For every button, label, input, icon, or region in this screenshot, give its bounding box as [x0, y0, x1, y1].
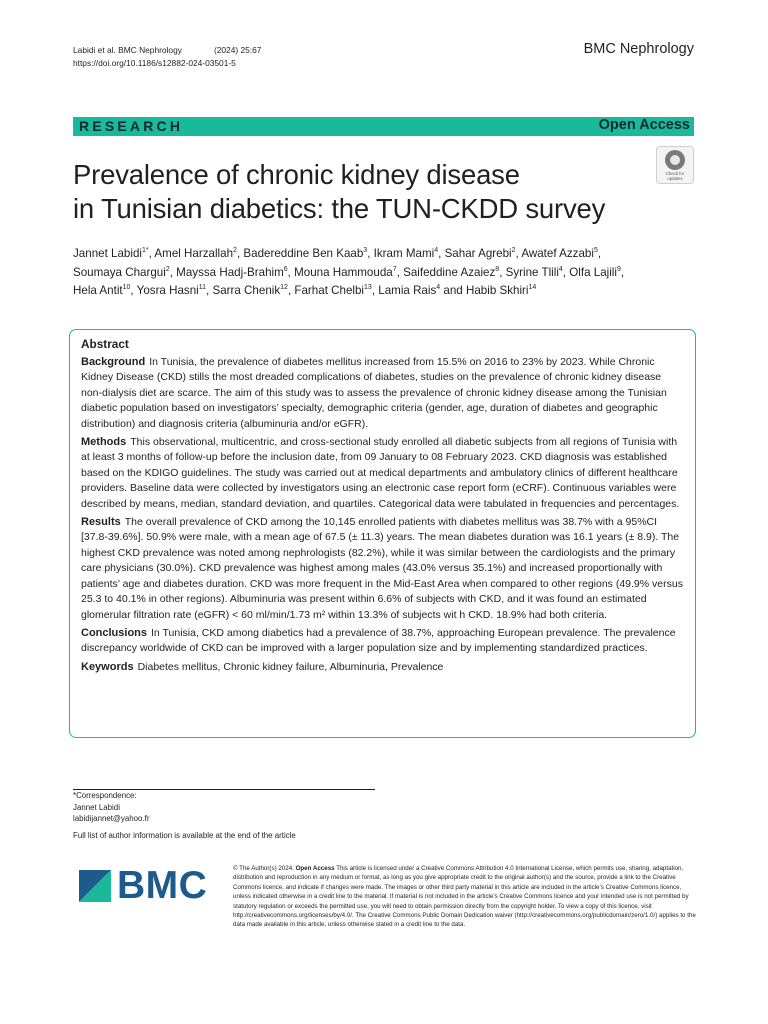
author-name[interactable]: Sahar Agrebi [444, 247, 512, 260]
author-name[interactable]: Badereddine Ben Kaab [243, 247, 364, 260]
abstract-methods [81, 435, 685, 512]
running-header [73, 44, 261, 69]
author-affiliation-marker: 14 [528, 284, 537, 292]
author-affiliation-marker: 2 [233, 247, 237, 254]
author-name[interactable]: Sarra Chenik [212, 284, 281, 298]
conclusions-text: In Tunisia, CKD among diabetics had a prevalence of 38.7%, approaching European prevalence. The prevalence discrepancy worldwide of CKD can be improved with a larger population size and by implementing standardized practices. [81, 626, 676, 655]
correspondence-name: Jannet Labidi [73, 802, 120, 812]
license-part-2: . The Creative Commons Public Domain Dedication waiver ( [352, 912, 517, 920]
running-header-authors: Labidi et al. BMC Nephrology [73, 45, 182, 55]
author-affiliation-marker: 9 [616, 265, 621, 273]
author-affiliation-marker: 1* [141, 247, 149, 254]
author-affiliation-marker: 6 [283, 265, 288, 273]
methods-label: Methods [81, 436, 127, 449]
author-name[interactable]: Mayssa Hadj-Brahim [176, 265, 284, 279]
author-name[interactable]: Soumaya Chargui [73, 265, 166, 279]
abstract-background [81, 355, 685, 432]
correspondence-email[interactable]: labidijannet@yahoo.fr [73, 814, 150, 824]
check-updates-line-1: Check for [665, 171, 685, 176]
check-updates-icon [665, 150, 685, 170]
license-prefix: © The Author(s) 2024. [233, 865, 294, 872]
license-open-access: Open Access [295, 865, 335, 872]
license-part-1: This article is licensed under a Creative Commons Attribution 4.0 International License, which permits use, sharing, adaptation, distribution and reproduction in any medium or format, as long as you give appropriate credit to the original author(s) and the source, provide a link to the Creative Commons licence, and indicate if changes were made. The images or other third party material in this article are included in the article’s Creative Commons licence, unless indicated otherwise in a credit line to the material. If material is not included in the article’s Creative Commons licence and your intended use is not permitted by statutory regulation or exceeds the permitted use, you will need to obtain permission directly from the copyright holder. To view a copy of this licence, visit [233, 865, 689, 910]
author-name[interactable]: Amel Harzallah [154, 247, 234, 260]
license-link-cc-zero[interactable]: http://creativecommons.org/publicdomain/zero/1.0/ [516, 912, 656, 920]
author-affiliation-marker: 7 [392, 265, 397, 273]
author-affiliation-marker: 2 [511, 247, 516, 254]
correspondence-block [73, 790, 149, 825]
article-title-line-2: in Tunisian diabetics: the TUN-CKDD survey [73, 193, 606, 224]
bmc-logo [79, 864, 219, 907]
author-line: Hela Antit$^{10}$, Yosra Hasni$^{11}$, Sarra Chenik$^{12}$, Farhat Chelbi$^{13}$, Lamia Rais$^4$ and Habib Skhiri$^{14}$ [73, 284, 537, 298]
author-name[interactable]: Yosra Hasni [136, 284, 199, 298]
author-name[interactable]: Saifeddine Azaiez [403, 265, 496, 279]
results-label: Results [81, 516, 121, 529]
author-affiliation-marker: 13 [364, 284, 372, 292]
author-name[interactable]: Ikram Mami [373, 247, 435, 260]
author-affiliation-marker: 11 [198, 284, 207, 292]
license-text [233, 864, 696, 930]
keywords-text: Diabetes mellitus, Chronic kidney failure, Albuminuria, Prevalence [137, 660, 444, 673]
author-affiliation-marker: 8 [495, 265, 500, 273]
author-affiliation-marker: 12 [280, 284, 288, 292]
author-affiliation-marker: 3 [363, 247, 368, 254]
article-title-line-1: Prevalence of chronic kidney disease [73, 159, 520, 190]
abstract-box [69, 329, 696, 738]
correspondence-label: *Correspondence: [73, 791, 137, 800]
author-name[interactable]: Hela Antit [73, 284, 123, 298]
section-label: RESEARCH [79, 118, 184, 134]
results-text: The overall prevalence of CKD among the 10,145 enrolled patients with diabetes mellitus was 38.7% with a 95%CI [37.8-39.6%]. 50.9% were male, with a mean age of 67.5 (± 11.3) years. The mean diabetes duration was 16.1 years (± 8.9). The highest CKD prevalence was noted among nephrologists (82.2%), while it was similar between the cardiologists and the primary care physicians (30.0%). CKD prevalence was highest among males (43.0% versus 35.1%) and increased proportionally with patients’ age and diabetes duration. CKD was more frequent in the Mid-East Area when compared to other regions (49.9% versus 25.3 to 40.1% in other regions). Albuminuria was present within 6.6% of subjects with CKD, and it was found an estimated glomerular filtration rate (eGFR) < 60 ml/min/1.73 m² within 13.3% of subjects wit h CKD. 18.9% had both criteria. [81, 516, 683, 621]
abstract-keywords [81, 660, 685, 675]
license-part-3: ) applies to the data made available in this article, unless otherwise stated in a credit line to the data. [233, 912, 696, 929]
author-line: Soumaya Chargui$^2$, Mayssa Hadj-Brahim$^6$, Mouna Hammouda$^7$, Saifeddine Azaiez$^8$, Syrine Tlili$^4$, Olfa Lajili$^9$, [73, 265, 625, 279]
section-banner [73, 117, 694, 136]
license-link-cc-by[interactable]: http://creativecommons.org/licenses/by/4.0/ [233, 912, 352, 920]
author-name[interactable]: Farhat Chelbi [294, 284, 365, 298]
journal-name: BMC Nephrology [583, 41, 694, 57]
article-title [73, 158, 633, 226]
author-name[interactable]: Awatef Azzabi [521, 247, 594, 260]
bmc-logo-text: BMC [117, 864, 208, 907]
author-name[interactable]: Mouna Hammouda [294, 265, 393, 279]
abstract-results [81, 515, 685, 623]
conclusions-label: Conclusions [81, 626, 148, 639]
abstract-heading: Abstract [81, 337, 129, 351]
author-name[interactable]: Lamia Rais [378, 284, 437, 298]
background-label: Background [81, 356, 146, 368]
author-line: Jannet Labidi$^{1*}$, Amel Harzallah$^2$, Badereddine Ben Kaab$^3$, Ikram Mami$^4$, Sahar Agrebi$^2$, Awatef Azzabi$^5$, [73, 247, 602, 260]
author-list [73, 245, 673, 301]
keywords-label: Keywords [81, 660, 134, 673]
author-affiliation-marker: 4 [434, 247, 439, 254]
author-name[interactable]: Olfa Lajili [569, 265, 617, 279]
author-affiliation-marker: 10 [122, 284, 131, 292]
open-access-label: Open Access [598, 117, 690, 133]
doi-link[interactable]: https://doi.org/10.1186/s12882-024-03501-5 [73, 57, 236, 68]
author-affiliation-marker: 4 [436, 284, 441, 292]
check-updates-line-2: updates [667, 176, 683, 181]
author-affiliation-marker: 4 [558, 265, 563, 273]
running-header-citation: (2024) 25:67 [213, 45, 262, 55]
author-name[interactable]: Jannet Labidi [73, 247, 142, 260]
author-name[interactable]: Syrine Tlili [505, 265, 559, 279]
abstract-conclusions [81, 626, 685, 657]
author-affiliation-marker: 5 [593, 247, 598, 254]
author-name[interactable]: Habib Skhiri [465, 284, 529, 298]
background-text: In Tunisia, the prevalence of diabetes mellitus increased from 15.5% on 2016 to 23% by 2023. While Chronic Kidney Disease (CKD) stills the most dreaded complications of diabetes, studies on the prevalence of chronic kidney disease non-dialysis diet are scarce. The aim of this study was to assess the prevalence of chronic kidney disease among the Tunisian diabetic population based on investigators’ specialty, demographic criteria (gender, age, duration of diabetes and geographic distribution) and diagnosis criteria (albuminuria and/or eGFR). [81, 356, 667, 430]
bmc-logo-icon [79, 870, 111, 902]
methods-text: This observational, multicentric, and cross-sectional study enrolled all diabetic subjects from all regions of Tunisia with at least 3 months of follow-up before the inclusion date, from 09 January to 08 February 2023. CKD diagnosis was established based on the KDIGO guidelines. The study was carried out at medical departments and ambulatory clinics of different healthcare providers. Baseline data were collected by investigators using an electronic case report form (eCRF). Continuous variables were described by means, median, standard deviation, and quartiles. Categorical data were tabulated in frequencies and percentages. [81, 436, 680, 510]
author-affiliation-marker: 2 [165, 265, 170, 273]
check-for-updates-button[interactable] [656, 146, 694, 184]
author-info-note: Full list of author information is available at the end of the article [73, 831, 296, 840]
